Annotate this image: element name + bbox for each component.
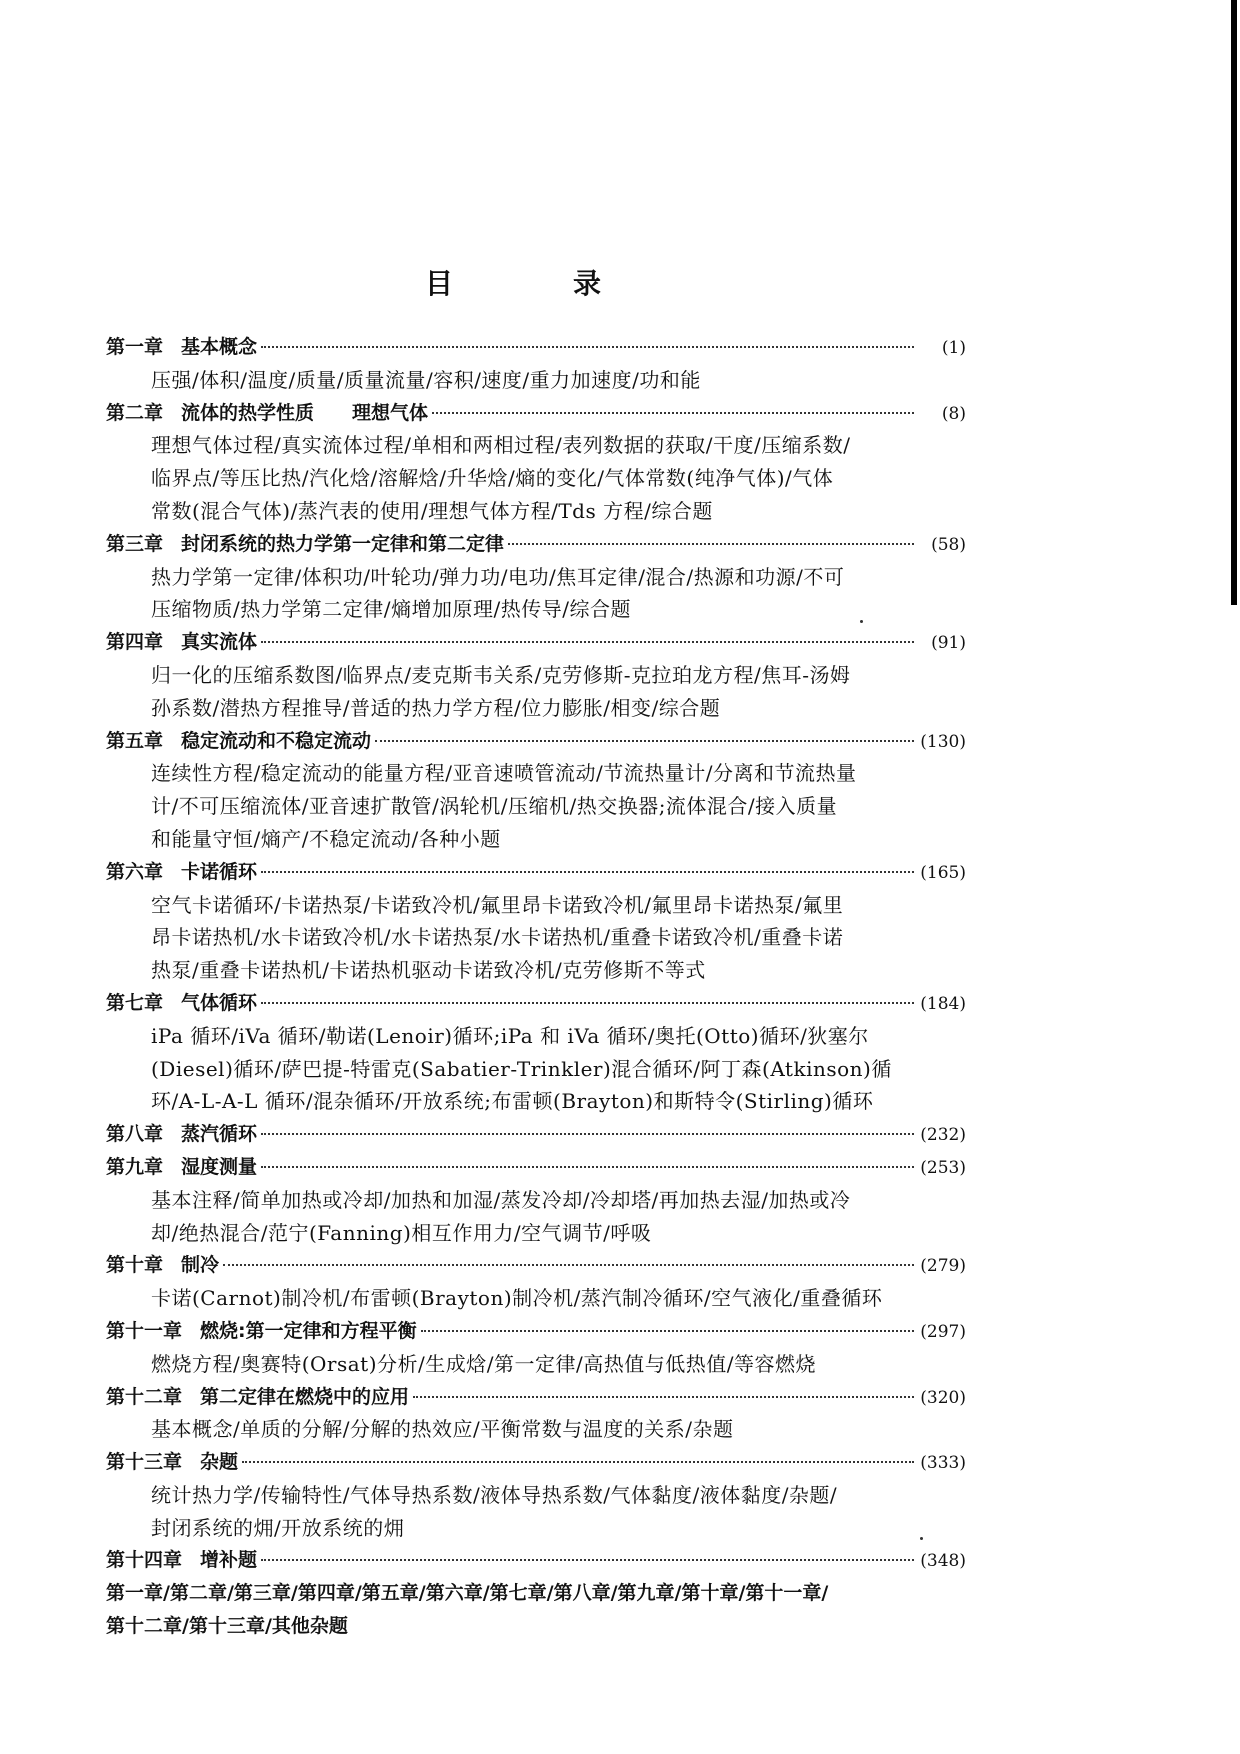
chapter-topics-line: iPa 循环/iVa 循环/勒诺(Lenoir)循环;iPa 和 iVa 循环/奥托(Otto)循环/狄塞尔 — [151, 1023, 869, 1048]
chapter-label: 第十一章 — [106, 1319, 183, 1342]
chapter-label: 第八章 — [106, 1123, 164, 1146]
chapter-title: 第二定律在燃烧中的应用 — [200, 1385, 410, 1408]
chapter-label: 第十三章 — [106, 1451, 183, 1474]
chapter-title: 稳定流动和不稳定流动 — [181, 729, 372, 752]
leader-dots — [223, 1264, 914, 1266]
chapter-label: 第六章 — [106, 860, 164, 883]
toc-entry[interactable] — [106, 987, 966, 1020]
chapter-topics-line: 燃烧方程/奥赛特(Orsat)分析/生成焓/第一定律/高热值与低热值/等容燃烧 — [151, 1351, 816, 1376]
page-number: (253) — [920, 1157, 966, 1178]
chapter-label: 第三章 — [106, 532, 164, 555]
page-number: (348) — [920, 1551, 966, 1572]
leader-dots — [261, 1133, 914, 1135]
page-number: (58) — [931, 534, 966, 555]
scan-speck — [920, 1537, 923, 1540]
page-number: (279) — [920, 1256, 966, 1277]
page-number: (8) — [941, 403, 966, 424]
page-title: 目 录 — [424, 267, 647, 300]
chapter-title: 气体循环 — [181, 991, 258, 1014]
page-number: (333) — [920, 1453, 966, 1474]
chapter-title: 真实流体 — [181, 631, 258, 654]
page-number: (91) — [931, 633, 966, 654]
chapter-label: 第十章 — [106, 1254, 164, 1277]
chapter-title: 燃烧:第一定律和方程平衡 — [200, 1319, 417, 1342]
page-number: (232) — [920, 1125, 966, 1146]
chapter-label: 第二章 — [106, 401, 164, 424]
chapter-topics-line: 封闭系统的㶲/开放系统的㶲 — [151, 1515, 405, 1540]
chapter-title: 湿度测量 — [181, 1155, 258, 1178]
chapter-topics-line: 基本概念/单质的分解/分解的热效应/平衡常数与温度的关系/杂题 — [151, 1417, 734, 1442]
leader-dots — [242, 1461, 914, 1463]
chapter-topics-line: 孙系数/潜热方程推导/普适的热力学方程/位力膨胀/相变/综合题 — [151, 695, 721, 720]
chapter-topics-line: 统计热力学/传输特性/气体导热系数/液体导热系数/气体黏度/液体黏度/杂题/ — [151, 1482, 838, 1507]
chapter-label: 第七章 — [106, 991, 164, 1014]
toc-entry[interactable] — [106, 626, 966, 659]
chapter-topics-line: 归一化的压缩系数图/临界点/麦克斯韦关系/克劳修斯-克拉珀龙方程/焦耳-汤姆 — [151, 662, 851, 687]
supplement-topics-line: 第一章/第二章/第三章/第四章/第五章/第六章/第七章/第八章/第九章/第十章/第十一章/ — [106, 1582, 829, 1605]
toc-entry[interactable] — [106, 1544, 966, 1577]
supplement-topics-line: 第十二章/第十三章/其他杂题 — [106, 1615, 348, 1638]
chapter-title: 封闭系统的热力学第一定律和第二定律 — [181, 532, 505, 555]
chapter-title: 制冷 — [181, 1254, 220, 1277]
toc-entry[interactable] — [106, 1381, 966, 1414]
page-number: (165) — [920, 862, 966, 883]
chapter-topics-line: 和能量守恒/熵产/不稳定流动/各种小题 — [151, 826, 501, 851]
leader-dots — [261, 1166, 914, 1168]
chapter-title: 基本概念 — [181, 336, 258, 358]
toc-entry[interactable] — [106, 1151, 966, 1184]
chapter-title: 卡诺循环 — [181, 860, 258, 883]
leader-dots — [261, 1559, 914, 1561]
toc-entry[interactable] — [106, 856, 966, 889]
chapter-topics-line: 常数(混合气体)/蒸汽表的使用/理想气体方程/Tds 方程/综合题 — [151, 498, 713, 523]
chapter-topics-line: 压强/体积/温度/质量/质量流量/容积/速度/重力加速度/功和能 — [151, 367, 701, 392]
leader-dots — [375, 740, 914, 742]
leader-dots — [261, 871, 914, 873]
chapter-topics-line: 基本注释/简单加热或冷却/加热和加湿/蒸发冷却/冷却塔/再加热去湿/加热或冷 — [151, 1187, 851, 1212]
chapter-title: 增补题 — [200, 1549, 258, 1572]
toc-entry[interactable] — [106, 725, 966, 758]
chapter-label: 第九章 — [106, 1155, 164, 1178]
chapter-topics-line: 却/绝热混合/范宁(Fanning)相互作用力/空气调节/呼吸 — [151, 1220, 652, 1245]
chapter-label: 第十二章 — [106, 1385, 183, 1408]
chapter-topics-line: 理想气体过程/真实流体过程/单相和两相过程/表列数据的获取/干度/压缩系数/ — [151, 433, 851, 458]
toc-entry[interactable] — [106, 1315, 966, 1348]
page-number: (130) — [920, 731, 966, 752]
toc-entry[interactable] — [106, 1446, 966, 1479]
scan-speck — [860, 620, 863, 623]
leader-dots — [508, 543, 914, 545]
toc-entry[interactable] — [106, 528, 966, 561]
chapter-topics-line: 热力学第一定律/体积功/叶轮功/弹力功/电功/焦耳定律/混合/热源和功源/不可 — [151, 564, 845, 589]
leader-dots — [432, 412, 914, 414]
chapter-topics-line: 昂卡诺热机/水卡诺致冷机/水卡诺热泵/水卡诺热机/重叠卡诺致冷机/重叠卡诺 — [151, 925, 844, 950]
scan-edge-mark — [1231, 0, 1237, 605]
chapter-label: 第一章 — [106, 336, 164, 358]
page-number: (1) — [941, 338, 966, 358]
page-number: (184) — [920, 993, 966, 1014]
chapter-label: 第五章 — [106, 729, 164, 752]
chapter-topics-line: 卡诺(Carnot)制冷机/布雷顿(Brayton)制冷机/蒸汽制冷循环/空气液化/重叠循环 — [151, 1286, 883, 1311]
leader-dots — [261, 641, 914, 643]
chapter-label: 第四章 — [106, 631, 164, 654]
page-number: (320) — [920, 1387, 966, 1408]
chapter-topics-line: 计/不可压缩流体/亚音速扩散管/涡轮机/压缩机/热交换器;流体混合/接入质量 — [151, 794, 838, 819]
toc-entry[interactable] — [106, 397, 966, 430]
leader-dots — [261, 346, 914, 348]
leader-dots — [413, 1396, 914, 1398]
leader-dots — [261, 1002, 914, 1004]
chapter-topics-line: 连续性方程/稳定流动的能量方程/亚音速喷管流动/节流热量计/分离和节流热量 — [151, 761, 857, 786]
chapter-topics-line: 热泵/重叠卡诺热机/卡诺热机驱动卡诺致冷机/克劳修斯不等式 — [151, 958, 706, 983]
chapter-title: 杂题 — [200, 1451, 239, 1474]
page-number: (297) — [920, 1321, 966, 1342]
chapter-title: 蒸汽循环 — [181, 1123, 258, 1146]
leader-dots — [421, 1330, 914, 1332]
chapter-topics-line: 临界点/等压比热/汽化焓/溶解焓/升华焓/熵的变化/气体常数(纯净气体)/气体 — [151, 466, 834, 491]
chapter-topics-line: 压缩物质/热力学第二定律/熵增加原理/热传导/综合题 — [151, 597, 631, 622]
chapter-label: 第十四章 — [106, 1549, 183, 1572]
chapter-topics-line: 环/A-L-A-L 循环/混杂循环/开放系统;布雷顿(Brayton)和斯特令(Stirling)循环 — [151, 1089, 874, 1114]
toc-entry[interactable] — [106, 1249, 966, 1282]
toc-entry[interactable] — [106, 1118, 966, 1151]
toc-entry[interactable] — [106, 331, 966, 364]
chapter-title: 流体的热学性质 理想气体 — [181, 401, 429, 424]
chapter-topics-line: (Diesel)循环/萨巴提-特雷克(Sabatier-Trinkler)混合循环/阿丁森(Atkinson)循 — [151, 1056, 892, 1081]
table-of-contents — [106, 331, 966, 1643]
chapter-topics-line: 空气卡诺循环/卡诺热泵/卡诺致冷机/氟里昂卡诺致冷机/氟里昂卡诺热泵/氟里 — [151, 892, 844, 917]
